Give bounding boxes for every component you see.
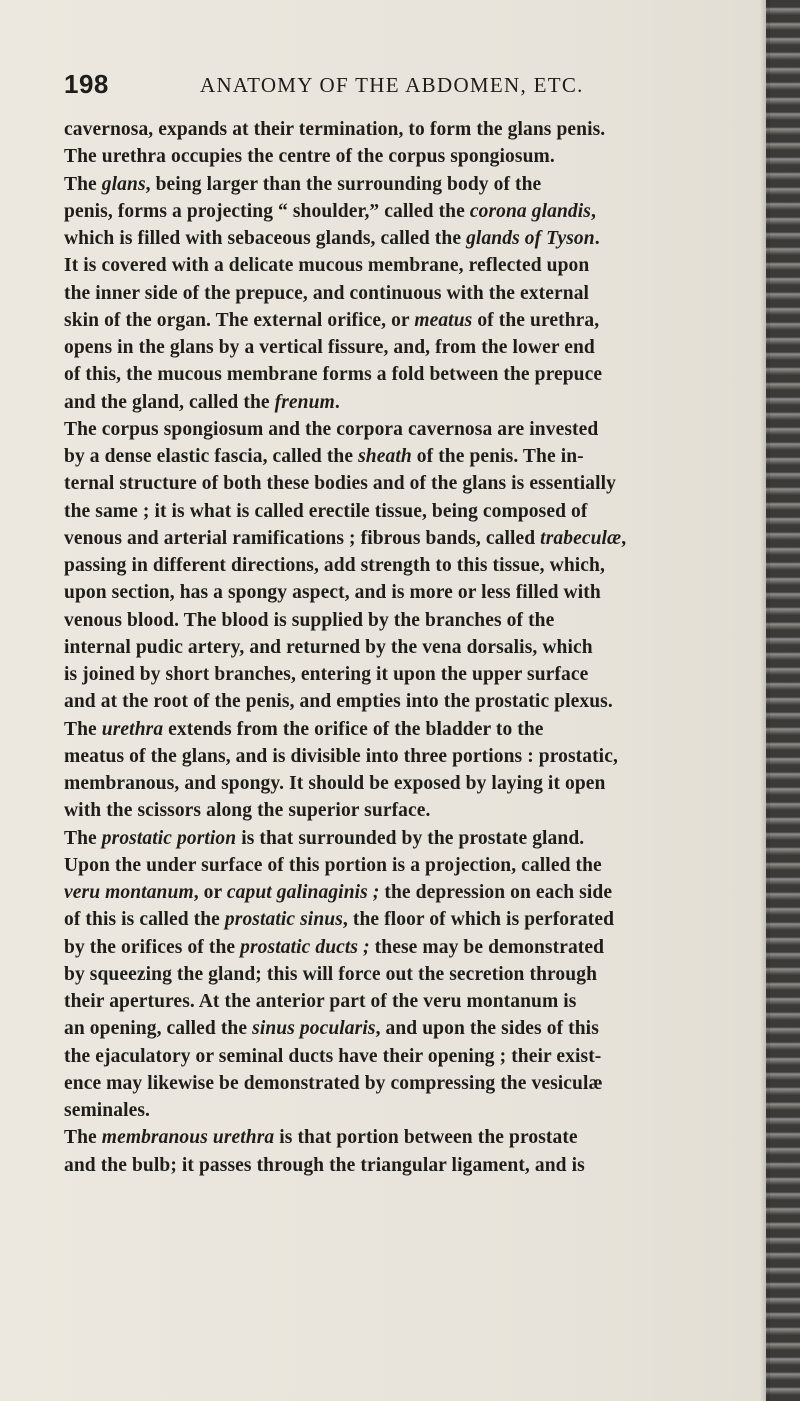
italic-term: corona glandis <box>469 200 591 222</box>
text-line <box>64 607 740 634</box>
text-segment: is that surrounded by the prostate gland. <box>236 827 585 849</box>
text-line <box>64 1152 740 1179</box>
text-segment: Upon the under surface of this portion is a projection, called the <box>64 854 602 876</box>
text-line <box>64 852 740 879</box>
text-segment: and the bulb; it passes through the triangular ligament, and is <box>64 1154 585 1176</box>
italic-term: sinus pocularis <box>252 1018 376 1040</box>
italic-term: membranous urethra <box>101 1127 275 1149</box>
italic-term: glands of Tyson <box>466 228 595 249</box>
text-line <box>64 225 740 252</box>
italic-term: meatus <box>414 309 473 331</box>
text-line <box>64 470 740 497</box>
text-segment: seminales. <box>64 1100 151 1121</box>
text-segment: , or <box>193 882 227 903</box>
text-line <box>64 988 740 1015</box>
text-segment: venous blood. The blood is supplied by the branches of the <box>64 609 555 631</box>
text-line <box>64 1097 740 1124</box>
text-line <box>64 961 740 988</box>
text-line <box>64 416 740 443</box>
italic-term: prostatic sinus <box>224 909 343 931</box>
text-line <box>64 579 740 606</box>
text-line <box>64 634 740 661</box>
text-segment: The urethra occupies the centre of the corpus spongiosum. <box>64 146 555 168</box>
text-line <box>64 1070 740 1097</box>
text-line <box>64 1015 740 1042</box>
text-segment: It is covered with a delicate mucous membrane, reflected upon <box>64 255 590 277</box>
text-segment: membranous, and spongy. It should be exposed by laying it open <box>64 773 606 794</box>
text-segment: the ejaculatory or seminal ducts have their opening ; their exist- <box>64 1045 602 1067</box>
text-line <box>64 389 740 416</box>
text-segment: The <box>64 1127 102 1149</box>
text-segment: opens in the glans by a vertical fissure, and, from the lower end <box>64 337 595 358</box>
text-segment: the depression on each side <box>379 882 613 903</box>
page-number: 198 <box>64 69 109 99</box>
text-segment: and the gland, called the <box>64 391 275 413</box>
text-segment: passing in different directions, add strength to this tissue, which, <box>64 555 605 576</box>
text-segment: penis, forms a projecting “ shoulder,” called the <box>64 200 470 222</box>
text-segment: , the floor of which is perforated <box>342 909 615 931</box>
text-segment: the same ; it is what is called erectile tissue, being composed of <box>64 500 588 522</box>
text-segment: the inner side of the prepuce, and continuous with the external <box>64 282 590 304</box>
text-segment: The <box>64 173 102 195</box>
text-line <box>64 280 740 307</box>
text-line <box>64 525 740 552</box>
text-segment: extends from the orifice of the bladder to the <box>163 718 544 740</box>
text-segment: The corpus spongiosum and the corpora cavernosa are invested <box>64 418 599 440</box>
text-segment: of the penis. The in- <box>411 446 584 467</box>
italic-term: trabeculæ <box>540 527 622 549</box>
italic-term: sheath <box>358 446 412 467</box>
text-line <box>64 198 740 225</box>
text-line <box>64 934 740 961</box>
text-segment: , <box>621 527 627 549</box>
text-segment: is that portion between the prostate <box>274 1127 578 1149</box>
text-line <box>64 1124 740 1151</box>
italic-term: caput galinaginis ; <box>226 882 380 903</box>
italic-term: glans <box>101 173 146 195</box>
text-line <box>64 498 740 525</box>
text-line <box>64 116 740 143</box>
page-header <box>64 69 724 103</box>
body-text <box>64 116 740 1179</box>
text-segment: . <box>594 228 600 249</box>
text-segment: venous and arterial ramifications ; fibrous bands, called <box>64 527 541 549</box>
text-line <box>64 688 740 715</box>
text-line <box>64 879 740 906</box>
text-segment: is joined by short branches, entering it upon the upper surface <box>64 664 589 685</box>
text-line <box>64 743 740 770</box>
text-line <box>64 797 740 824</box>
text-line <box>64 361 740 388</box>
text-segment: cavernosa, expands at their termination, to form the glans penis. <box>64 119 606 140</box>
text-segment: internal pudic artery, and returned by the vena dorsalis, which <box>64 636 593 658</box>
text-segment: The <box>64 718 102 740</box>
text-segment: skin of the organ. The external orifice, or <box>64 309 415 331</box>
text-segment: , being larger than the surrounding body of the <box>145 173 542 195</box>
text-segment: their apertures. At the anterior part of the veru montanum is <box>64 991 577 1012</box>
text-segment: upon section, has a spongy aspect, and is more or less filled with <box>64 582 601 604</box>
text-line <box>64 307 740 334</box>
text-line <box>64 252 740 279</box>
text-line <box>64 825 740 852</box>
text-line <box>64 770 740 797</box>
running-head: ANATOMY OF THE ABDOMEN, ETC. <box>200 73 584 97</box>
text-segment: , <box>590 200 596 222</box>
text-line <box>64 716 740 743</box>
text-segment: by a dense elastic fascia, called the <box>64 446 359 467</box>
text-segment: of this is called the <box>64 909 225 931</box>
text-line <box>64 171 740 198</box>
text-segment: by squeezing the gland; this will force out the secretion through <box>64 963 598 985</box>
text-line <box>64 143 740 170</box>
text-segment: , and upon the sides of this <box>375 1018 599 1040</box>
page-edge <box>766 0 800 1401</box>
italic-term: urethra <box>101 718 164 740</box>
text-line <box>64 334 740 361</box>
text-segment: . <box>334 391 340 413</box>
text-line <box>64 906 740 933</box>
text-segment: of this, the mucous membrane forms a fold between the prepuce <box>64 364 603 386</box>
text-segment: and at the root of the penis, and empties into the prostatic plexus. <box>64 691 613 713</box>
italic-term: prostatic portion <box>101 827 237 849</box>
text-segment: meatus of the glans, and is divisible into three portions : prostatic, <box>64 745 618 767</box>
text-segment: of the urethra, <box>472 309 600 331</box>
text-segment: with the scissors along the superior surface. <box>64 800 431 822</box>
text-segment: by the orifices of the <box>64 936 241 958</box>
italic-term: prostatic ducts ; <box>240 936 370 958</box>
text-segment: which is filled with sebaceous glands, called the <box>64 228 467 249</box>
text-line <box>64 443 740 470</box>
text-segment: The <box>64 827 102 849</box>
text-segment: these may be demonstrated <box>369 936 605 958</box>
text-line <box>64 661 740 688</box>
italic-term: veru montanum <box>64 882 194 903</box>
text-segment: an opening, called the <box>64 1018 253 1040</box>
text-line <box>64 1043 740 1070</box>
italic-term: frenum <box>274 391 335 413</box>
text-segment: ence may likewise be demonstrated by compressing the vesiculæ <box>64 1072 603 1094</box>
text-line <box>64 552 740 579</box>
text-segment: ternal structure of both these bodies and of the glans is essentially <box>64 473 617 495</box>
